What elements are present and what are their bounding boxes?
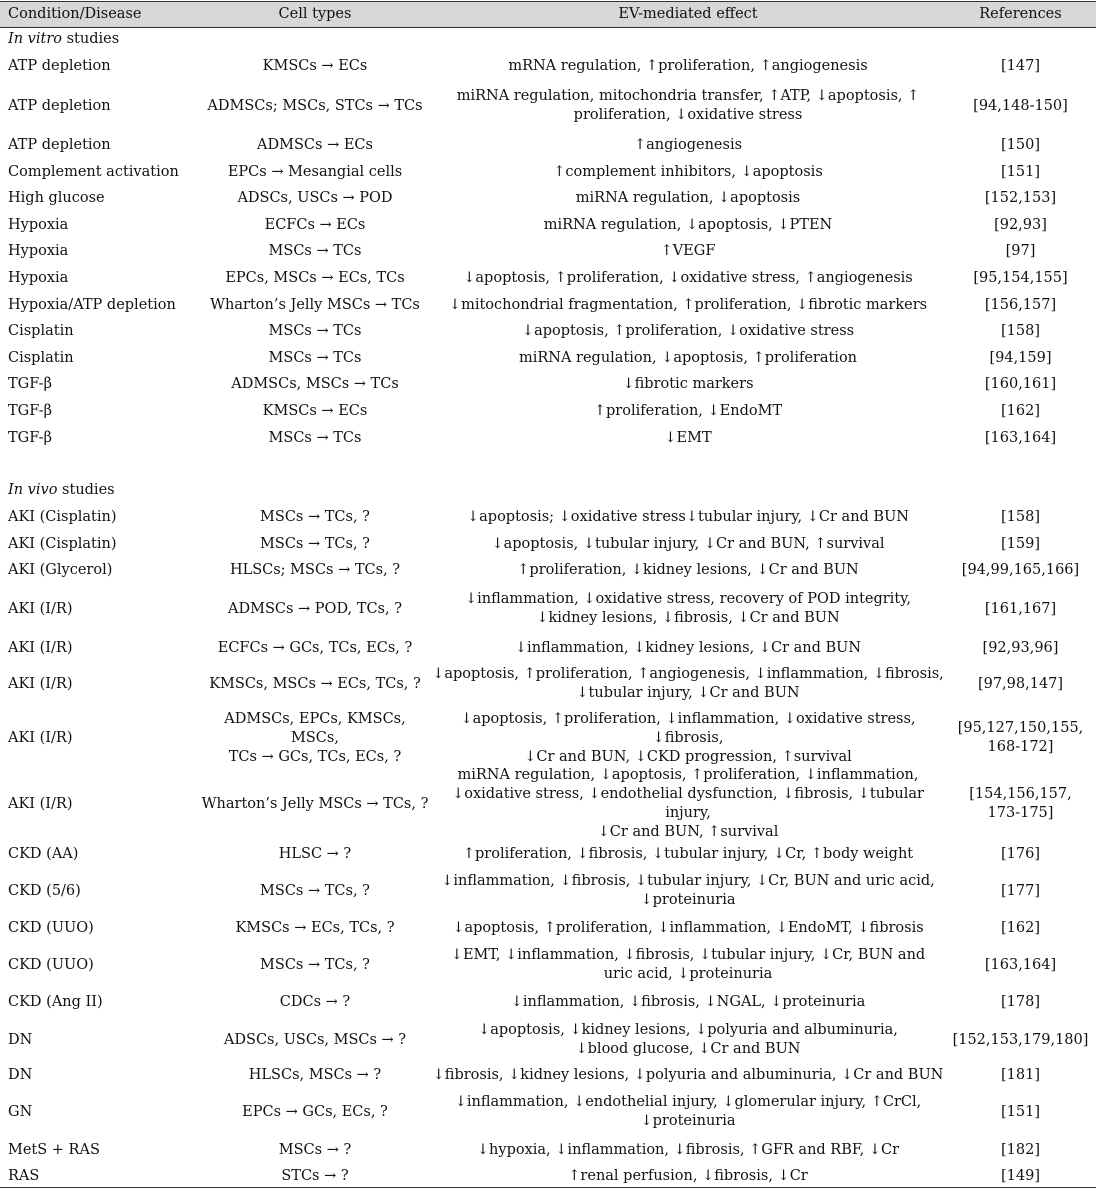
cell-types-cell: ADMSCs, EPCs, KMSCs, MSCs, TCs → GCs, TCs, ECs, ? xyxy=(224,710,406,765)
condition-cell: Hypoxia xyxy=(8,216,69,233)
table-row xyxy=(0,1018,1096,1062)
cell-types-cell: KMSCs, MSCs → ECs, TCs, ? xyxy=(209,675,421,692)
cell-types-cell: ADSCs, USCs → POD xyxy=(237,189,393,206)
ev-effect-cell: ↑proliferation, ↓EndoMT xyxy=(593,402,783,419)
ev-effect-cell: miRNA regulation, ↓apoptosis, ↑proliferation xyxy=(518,349,858,366)
references-cell: [97] xyxy=(1005,242,1036,259)
references-cell: [159] xyxy=(1001,535,1040,552)
table-row xyxy=(0,159,1096,185)
cell-types-cell: CDCs → ? xyxy=(279,993,351,1010)
table-row xyxy=(0,841,1096,867)
condition-cell: AKI (Glycerol) xyxy=(8,561,113,578)
table-row xyxy=(0,1137,1096,1163)
cell-types-cell: KMSCs → ECs xyxy=(262,57,368,74)
condition-cell: Cisplatin xyxy=(8,322,74,339)
section-in-vitro-rest: studies xyxy=(62,31,120,47)
cell-types-cell: STCs → ? xyxy=(281,1167,349,1184)
ev-effect-cell: miRNA regulation, ↓apoptosis, ↑proliferation, ↓inflammation, ↓oxidative stress, ↓endothelial dysfunction, ↓fibrosis, ↓tubular injury, ↓Cr and BUN, ↑survival xyxy=(452,767,924,840)
ev-effect-cell: ↓apoptosis, ↑proliferation, ↓oxidative stress xyxy=(521,322,855,339)
condition-cell: TGF-β xyxy=(8,402,52,419)
cell-types-cell: HLSCs; MSCs → TCs, ? xyxy=(229,561,401,578)
references-cell: [149] xyxy=(1001,1167,1040,1184)
table-row xyxy=(0,132,1096,158)
cell-types-cell: MSCs → TCs, ? xyxy=(260,956,370,973)
ev-effect-cell: ↓inflammation, ↓fibrosis, ↓tubular injury, ↓Cr, BUN and uric acid, ↓proteinuria xyxy=(441,873,935,908)
condition-cell: Hypoxia/ATP depletion xyxy=(8,296,176,313)
references-cell: [92,93] xyxy=(994,216,1047,233)
cell-types-cell: ECFCs → GCs, TCs, ECs, ? xyxy=(217,639,413,656)
cell-types-cell: HLSCs, MSCs → ? xyxy=(248,1066,382,1083)
references-cell: [162] xyxy=(1001,919,1040,936)
table-row xyxy=(0,345,1096,371)
ev-effect-cell: ↓hypoxia, ↓inflammation, ↓fibrosis, ↑GFR and RBF, ↓Cr xyxy=(476,1141,900,1158)
ev-effect-cell: ↓fibrotic markers xyxy=(622,375,754,392)
condition-cell: Hypoxia xyxy=(8,269,69,286)
references-cell: [151] xyxy=(1001,1103,1040,1120)
ev-effect-cell: ↓apoptosis, ↓kidney lesions, ↓polyuria and albuminuria, ↓blood glucose, ↓Cr and BUN xyxy=(478,1022,898,1057)
ev-effect-cell: ↑angiogenesis xyxy=(633,136,743,153)
references-cell: [95,127,150,155, 168-172] xyxy=(957,720,1084,755)
ev-effect-cell: ↑proliferation, ↓fibrosis, ↓tubular injury, ↓Cr, ↑body weight xyxy=(462,845,914,862)
condition-cell: AKI (I/R) xyxy=(8,600,73,617)
condition-cell: ATP depletion xyxy=(8,57,111,74)
condition-cell: ATP depletion xyxy=(8,136,111,153)
table-row xyxy=(0,504,1096,530)
references-cell: [94,148-150] xyxy=(973,97,1068,114)
condition-cell: High glucose xyxy=(8,189,105,206)
cell-types-cell: ADMSCs → POD, TCs, ? xyxy=(228,600,402,617)
references-cell: [161,167] xyxy=(984,600,1057,617)
condition-cell: TGF-β xyxy=(8,429,52,446)
table-row xyxy=(0,557,1096,583)
ev-effect-cell: ↓mitochondrial fragmentation, ↑proliferation, ↓fibrotic markers xyxy=(448,296,928,313)
table-row xyxy=(0,292,1096,318)
header-ev-effect: EV-mediated effect xyxy=(618,6,758,22)
references-cell: [151] xyxy=(1001,163,1040,180)
ev-effect-cell: ↓EMT xyxy=(664,429,712,446)
references-cell: [92,93,96] xyxy=(982,639,1059,656)
section-in-vivo-rest: studies xyxy=(57,482,115,498)
references-cell: [160,161] xyxy=(984,375,1057,392)
references-cell: [94,159] xyxy=(989,349,1052,366)
cell-types-cell: ADSCs, USCs, MSCs → ? xyxy=(223,1031,407,1048)
condition-cell: CKD (Ang II) xyxy=(8,993,103,1010)
cell-types-cell: ADMSCs → ECs xyxy=(257,136,373,153)
condition-cell: DN xyxy=(8,1066,33,1083)
cell-types-cell: Wharton’s Jelly MSCs → TCs xyxy=(210,296,420,313)
ev-effect-cell: ↑VEGF xyxy=(660,242,716,259)
ev-effect-cell: ↓apoptosis, ↑proliferation, ↓inflammation, ↓EndoMT, ↓fibrosis xyxy=(452,919,924,936)
table-row xyxy=(0,531,1096,557)
condition-cell: AKI (I/R) xyxy=(8,729,73,746)
references-cell: [177] xyxy=(1001,882,1040,899)
table-row xyxy=(0,943,1096,987)
header-cell-types: Cell types xyxy=(278,6,352,22)
cell-types-cell: EPCs, MSCs → ECs, TCs xyxy=(225,269,405,286)
table-row xyxy=(0,398,1096,424)
table-row xyxy=(0,767,1096,840)
table-row xyxy=(0,212,1096,238)
condition-cell: AKI (I/R) xyxy=(8,639,73,656)
condition-cell: Complement activation xyxy=(8,163,179,180)
ev-effect-cell: ↓inflammation, ↓oxidative stress, recovery of POD integrity, ↓kidney lesions, ↓fibrosis, ↓Cr and BUN xyxy=(464,591,912,626)
table-row xyxy=(0,989,1096,1015)
references-cell: [158] xyxy=(1001,322,1040,339)
ev-effect-cell: ↓apoptosis, ↓tubular injury, ↓Cr and BUN, ↑survival xyxy=(491,535,885,552)
cell-types-cell: Wharton’s Jelly MSCs → TCs, ? xyxy=(201,795,429,812)
ev-effect-cell: ↓fibrosis, ↓kidney lesions, ↓polyuria and albuminuria, ↓Cr and BUN xyxy=(432,1066,944,1083)
references-cell: [97,98,147] xyxy=(977,675,1064,692)
condition-cell: AKI (Cisplatin) xyxy=(8,508,117,525)
ev-effect-cell: ↓apoptosis, ↑proliferation, ↓oxidative stress, ↑angiogenesis xyxy=(463,269,913,286)
table-row xyxy=(0,238,1096,264)
cell-types-cell: KMSCs → ECs xyxy=(262,402,368,419)
references-cell: [158] xyxy=(1001,508,1040,525)
cell-types-cell: MSCs → TCs xyxy=(268,349,362,366)
table-row xyxy=(0,915,1096,941)
cell-types-cell: MSCs → TCs, ? xyxy=(260,535,370,552)
table-row xyxy=(0,869,1096,913)
condition-cell: RAS xyxy=(8,1167,40,1184)
references-cell: [181] xyxy=(1001,1066,1040,1083)
condition-cell: AKI (Cisplatin) xyxy=(8,535,117,552)
table-row xyxy=(0,662,1096,706)
table-row xyxy=(0,425,1096,451)
section-in-vivo-italic: In vivo xyxy=(8,482,58,498)
cell-types-cell: MSCs → TCs xyxy=(268,429,362,446)
cell-types-cell: EPCs → GCs, ECs, ? xyxy=(242,1103,388,1120)
cell-types-cell: MSCs → TCs, ? xyxy=(260,882,370,899)
ev-effect-cell: ↓inflammation, ↓fibrosis, ↓NGAL, ↓proteinuria xyxy=(510,993,866,1010)
references-cell: [163,164] xyxy=(984,956,1057,973)
table-row xyxy=(0,1062,1096,1088)
references-cell: [147] xyxy=(1001,57,1040,74)
ev-effect-cell: miRNA regulation, ↓apoptosis xyxy=(575,189,801,206)
table-row xyxy=(0,635,1096,661)
condition-cell: ATP depletion xyxy=(8,97,111,114)
ev-effect-cell: miRNA regulation, ↓apoptosis, ↓PTEN xyxy=(543,216,833,233)
condition-cell: CKD (AA) xyxy=(8,845,79,862)
references-cell: [178] xyxy=(1001,993,1040,1010)
ev-effect-cell: ↓apoptosis, ↑proliferation, ↓inflammation, ↓oxidative stress, ↓fibrosis, ↓Cr and BUN, ↓CKD progression, ↑survival xyxy=(460,710,916,765)
ev-effect-cell: miRNA regulation, mitochondria transfer, ↑ATP, ↓apoptosis, ↑ proliferation, ↓oxidative stress xyxy=(456,88,920,123)
cell-types-cell: MSCs → TCs xyxy=(268,322,362,339)
condition-cell: AKI (I/R) xyxy=(8,675,73,692)
table-row xyxy=(0,371,1096,397)
condition-cell: Hypoxia xyxy=(8,242,69,259)
table-row xyxy=(0,185,1096,211)
condition-cell: CKD (UUO) xyxy=(8,956,94,973)
references-cell: [163,164] xyxy=(984,429,1057,446)
condition-cell: CKD (UUO) xyxy=(8,919,94,936)
section-in-vitro xyxy=(8,31,119,47)
ev-effect-cell: ↓apoptosis; ↓oxidative stress↓tubular injury, ↓Cr and BUN xyxy=(467,508,909,525)
cell-types-cell: KMSCs → ECs, TCs, ? xyxy=(235,919,395,936)
cell-types-cell: HLSC → ? xyxy=(278,845,352,862)
condition-cell: MetS + RAS xyxy=(8,1141,100,1158)
table-row xyxy=(0,318,1096,344)
ev-effect-cell: ↑complement inhibitors, ↓apoptosis xyxy=(553,163,823,180)
table-row xyxy=(0,1163,1096,1189)
references-cell: [152,153] xyxy=(984,189,1057,206)
ev-effect-cell: ↓EMT, ↓inflammation, ↓fibrosis, ↓tubular injury, ↓Cr, BUN and uric acid, ↓proteinuria xyxy=(450,947,926,982)
references-cell: [176] xyxy=(1001,845,1040,862)
table-row xyxy=(0,1090,1096,1134)
header-references: References xyxy=(979,6,1062,22)
condition-cell: Cisplatin xyxy=(8,349,74,366)
cell-types-cell: ECFCs → ECs xyxy=(264,216,366,233)
references-cell: [182] xyxy=(1001,1141,1040,1158)
references-cell: [152,153,179,180] xyxy=(952,1031,1089,1048)
table-row xyxy=(0,53,1096,79)
references-cell: [154,156,157, 173-175] xyxy=(969,786,1072,821)
section-in-vivo xyxy=(8,482,115,498)
condition-cell: TGF-β xyxy=(8,375,52,392)
condition-cell: DN xyxy=(8,1031,33,1048)
ev-effect-cell: mRNA regulation, ↑proliferation, ↑angiogenesis xyxy=(508,57,868,74)
table-row xyxy=(0,587,1096,631)
ev-effect-cell: ↑proliferation, ↓kidney lesions, ↓Cr and BUN xyxy=(517,561,859,578)
ev-effect-cell: ↓apoptosis, ↑proliferation, ↑angiogenesis, ↓inflammation, ↓fibrosis, ↓tubular injury, ↓Cr and BUN xyxy=(432,666,944,701)
cell-types-cell: MSCs → ? xyxy=(278,1141,352,1158)
header-condition: Condition/Disease xyxy=(8,6,142,22)
section-in-vitro-italic: In vitro xyxy=(8,31,62,47)
condition-cell: CKD (5/6) xyxy=(8,882,81,899)
bottom-rule xyxy=(0,1187,1096,1188)
cell-types-cell: MSCs → TCs, ? xyxy=(260,508,370,525)
table-row xyxy=(0,265,1096,291)
references-cell: [156,157] xyxy=(984,296,1057,313)
condition-cell: AKI (I/R) xyxy=(8,795,73,812)
ev-effect-cell: ↓inflammation, ↓kidney lesions, ↓Cr and BUN xyxy=(514,639,862,656)
references-cell: [95,154,155] xyxy=(973,269,1068,286)
cell-types-cell: ADMSCs; MSCs, STCs → TCs xyxy=(207,97,423,114)
references-cell: [150] xyxy=(1001,136,1040,153)
cell-types-cell: MSCs → TCs xyxy=(268,242,362,259)
references-cell: [94,99,165,166] xyxy=(961,561,1080,578)
ev-effect-cell: ↑renal perfusion, ↓fibrosis, ↓Cr xyxy=(568,1167,808,1184)
table-header xyxy=(0,1,1096,28)
references-cell: [162] xyxy=(1001,402,1040,419)
ev-effect-cell: ↓inflammation, ↓endothelial injury, ↓glomerular injury, ↑CrCl, ↓proteinuria xyxy=(454,1094,922,1129)
table-row xyxy=(0,84,1096,128)
cell-types-cell: EPCs → Mesangial cells xyxy=(227,163,403,180)
table-row xyxy=(0,710,1096,765)
cell-types-cell: ADMSCs, MSCs → TCs xyxy=(231,375,399,392)
condition-cell: GN xyxy=(8,1103,33,1120)
